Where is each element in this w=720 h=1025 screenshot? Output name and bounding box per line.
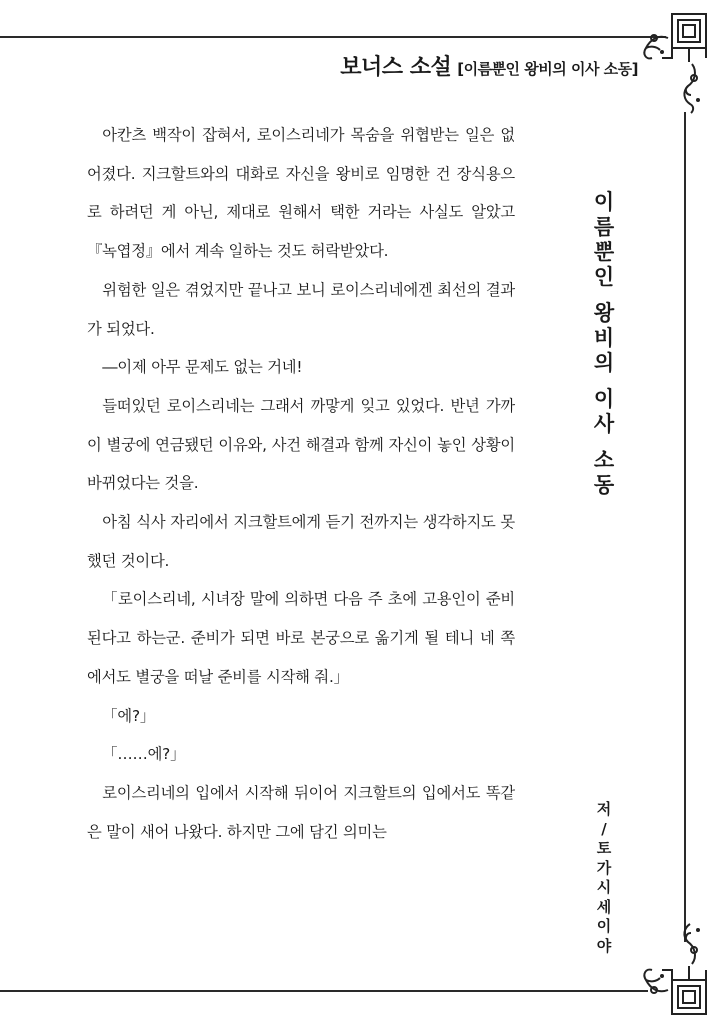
running-header — [340, 50, 638, 81]
vertical-author-char: 저 — [596, 800, 612, 818]
vertical-title-char: 름 — [593, 215, 615, 239]
frame-bottom-line — [0, 990, 648, 992]
vertical-title-char: 왕 — [593, 301, 615, 325]
vertical-title-char: 소 — [593, 448, 615, 472]
paragraph: 「로이스리네, 시녀장 말에 의하면 다음 주 초에 고용인이 준비된다고 하는군. 준비가 되면 바로 본궁으로 옮기게 될 테니 네 쪽에서도 별궁을 떠날 준비를 시작해 줘.」 — [87, 590, 515, 686]
vertical-author-char: 가 — [596, 858, 612, 877]
corner-ornament-top-right-icon — [632, 8, 712, 116]
vertical-title-gap — [586, 376, 622, 387]
paragraph: ―이제 아무 문제도 없는 거네! — [102, 358, 303, 377]
corner-ornament-bottom-right-icon — [632, 920, 712, 1020]
paragraph: 로이스리네의 입에서 시작해 뒤이어 지크할트의 입에서도 똑같은 말이 새어 나왔다. 하지만 그에 담긴 의미는 — [87, 783, 515, 841]
header-series-label: 보너스 소설 — [340, 55, 452, 80]
paragraph: 위험한 일은 겪었지만 끝나고 보니 로이스리네에겐 최선의 결과가 되었다. — [87, 280, 515, 338]
vertical-title — [586, 190, 622, 498]
vertical-title-char: 뿐 — [593, 240, 615, 264]
vertical-author-char: 시 — [596, 878, 612, 896]
paragraph: 들떠있던 로이스리네는 그래서 까맣게 잊고 있었다. 반년 가까이 별궁에 연금됐던 이유와, 사건 해결과 함께 자신이 놓인 상황이 바뀌었다는 것을. — [87, 396, 515, 493]
paragraph: 아칸츠 백작이 잡혀서, 로이스리네가 목숨을 위협받는 일은 없어졌다. 지크할트와의 대화로 자신을 왕비로 임명한 건 장식용으로 하려던 게 아닌, 제대로 원해서 택한 거라는 사실도 알았고 『녹엽정』에서 계속 일하는 것도 허락받았다. — [87, 126, 515, 261]
vertical-title-char: 동 — [593, 473, 615, 497]
paragraph: 아침 식사 자리에서 지크할트에게 듣기 전까지는 생각하지도 못 했던 것이다. — [87, 513, 515, 570]
vertical-title-gap — [586, 290, 622, 301]
vertical-title-char: 사 — [593, 412, 615, 436]
frame-right-line — [684, 112, 686, 942]
vertical-author-char: 세 — [596, 897, 612, 916]
paragraph: 「……에?」 — [102, 745, 186, 764]
body-text — [87, 116, 515, 851]
header-subtitle: [이름뿐인 왕비의 이사 소동] — [457, 60, 638, 78]
vertical-title-char: 비 — [593, 326, 615, 350]
paragraph: 「에?」 — [102, 706, 155, 725]
vertical-title-char: 인 — [593, 265, 615, 289]
vertical-author — [590, 800, 618, 956]
vertical-author-char: 이 — [596, 917, 612, 935]
vertical-title-char: 이 — [593, 190, 615, 214]
vertical-title-char: 이 — [593, 387, 615, 411]
vertical-title-gap — [586, 437, 622, 448]
vertical-author-char: 토 — [596, 839, 612, 857]
vertical-title-char: 의 — [593, 351, 615, 375]
vertical-author-char: 야 — [596, 936, 612, 955]
frame-top-line — [0, 36, 666, 38]
vertical-author-char: / — [601, 819, 607, 838]
